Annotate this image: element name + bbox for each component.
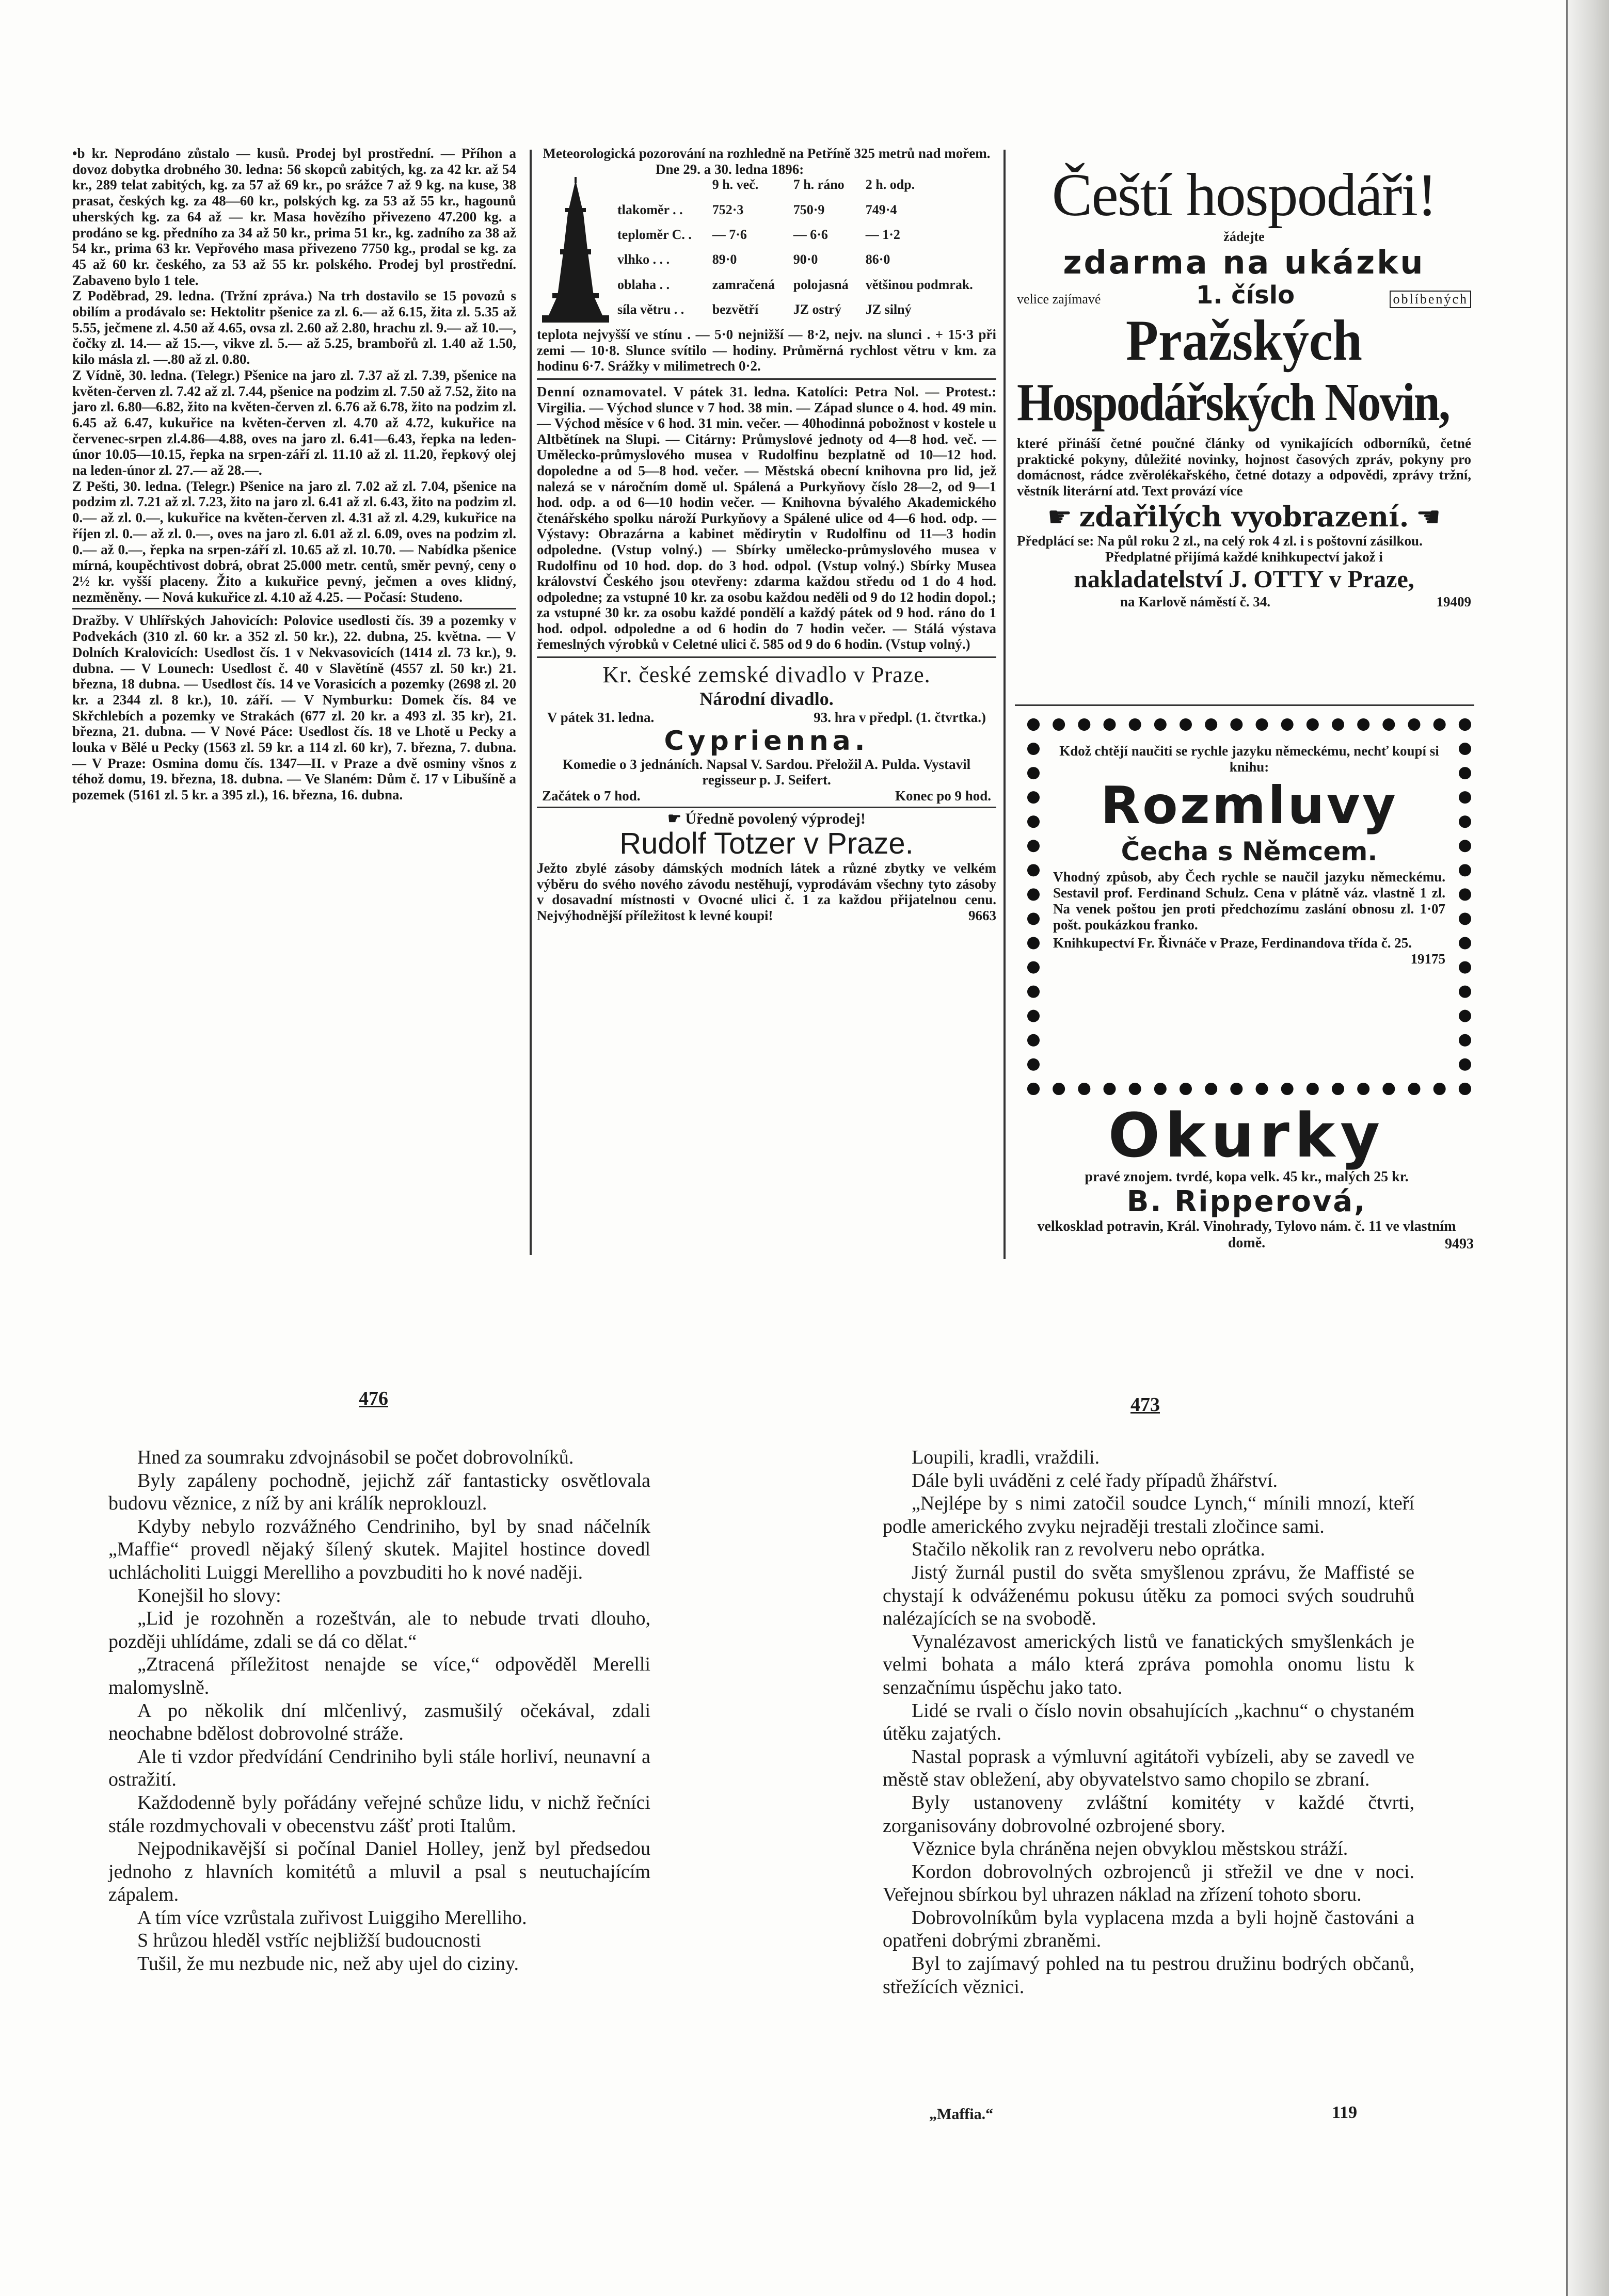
paragraph: Nastal poprask a výmluvní agitátoři vybízeli, aby se zavedl ve městě stav obležení, aby obyvatelstvo samo chopilo se zbraní. [883,1745,1414,1791]
paragraph: Jistý žurnál pustil do světa smyšlenou zprávu, že Maffisté se chystají k odváženému pokusu útěku za pomoci svých soudruhů nalézajících se na svobodě. [883,1561,1414,1630]
meteo-cell: — 6·6 [793,227,828,242]
ad-hospodari-predplaci-heading: Předplácí se: [1017,533,1094,549]
meteo-cell: vlhko . . . [617,252,670,267]
meteo-row [614,302,996,327]
ad-rozmluvy [1027,718,1471,1095]
ad-hospodari-predplaci: Na půl roku 2 zl., na celý rok 4 zl. i s poštovní zásilkou. [1097,533,1423,549]
paragraph: Byl to zajímavý pohled na tu pestrou družinu bodrých občanů, střežících věznici. [883,1953,1414,1998]
ad-rozmluvy-title: Rozmluvy [1101,775,1398,836]
ad-okurky-name: B. Ripperová, [1126,1185,1367,1218]
totzer-name: Rudolf Totzer v Praze. [619,827,914,861]
paragraph: Vynalézavost amerických listů ve fanatických smyšlenkách je velmi bohata a málo která zpráva pomohla onomu listu k senzačnímu úspěchu jako tato. [883,1630,1414,1698]
ad-hospodari-number: 19409 [1436,593,1471,609]
ad-hospodari-zdarilych: zdařilých vyobrazení. [1079,500,1409,533]
ad-hospodari-cislo: 1. číslo [1196,281,1295,310]
meteo-cell: JZ silný [865,301,912,317]
meteo-row [614,202,996,227]
divider [1015,704,1474,706]
ad-okurky-number: 9493 [1445,1236,1474,1252]
totzer-text [537,860,996,923]
ad-rozmluvy-subtitle: Čecha s Němcem. [1121,837,1378,866]
ad-hospodari-noviny: Hospodářských Novin, [1017,373,1449,432]
paragraph: „Ztracená příležitost nenajde se více,“ odpověděl Merelli malomyslně. [108,1653,650,1698]
meteo-cell: oblaha . . [617,277,670,292]
book-page-left [108,1446,650,1976]
pointing-hand-left-icon: ☚ [1415,502,1441,533]
meteo-cell: 86·0 [865,252,890,267]
footer-title: „Maffia.“ [929,2106,994,2123]
paragraph: Věznice byla chráněna nejen obvyklou městskou stráží. [912,1838,1348,1860]
ad-okurky-address: velkosklad potravin, Král. Vinohrady, Tylovo nám. č. 11 ve vlastním domě. [1037,1218,1456,1251]
meteo-col-head: 2 h. odp. [865,177,915,192]
theatre-end: Konec po 9 hod. [895,788,991,804]
paragraph: Každodenně byly pořádány veřejné schůze lidu, v nichž řečníci stále rozdmychovali v obecenstvu zášť proti Italům. [108,1791,650,1837]
ad-rozmluvy-text: Vhodný způsob, aby Čech rychle se naučil jazyku německému. Sestavil prof. Ferdinand Schulz. Cena v plátně váz. vlastně 1 zl. Na venek poštou jen proti předchozímu zaslání obnosu zl. 1·07 pošt. poukázkou franko. [1053,869,1445,933]
meteo-extra: teplota nejvyšší ve stínu . — 5·0 nejnižší — 8·2, nejv. na slunci . + 15·3 při zemi — 10·8. Slunce svítilo — hodiny. Průměrná rychlost větru v km. za hodinu 6·7. Srážky v milimetrech 0·2. [537,327,996,374]
meteo-cell: teploměr C. . [617,227,692,242]
meteo-cell: 750·9 [793,202,825,217]
ad-hospodari-zadejte: žádejte [1223,229,1265,244]
paragraph: Tušil, že mu nezbude nic, než aby ujel do ciziny. [137,1953,519,1975]
theatre-performance: 93. hra v předpl. (1. čtvrtka.) [814,710,986,726]
meteo-cell: tlakoměr . . [617,202,683,217]
paragraph: Hned za soumraku zdvojnásobil se počet dobrovolníků. [137,1447,574,1468]
paragraph: „Lid je rozohněn a rozeštván, ale to nebude trvati dlouho, později uhlídáme, zdali se dá co dělat.“ [108,1608,650,1652]
divider [537,807,996,808]
book-page-right [883,1446,1414,1998]
page-edge [1566,0,1609,2296]
paragraph: Konejšil ho slovy: [137,1584,281,1607]
ad-okurky-title: Okurky [1108,1100,1385,1171]
meteo-row [614,252,996,277]
divider [537,656,996,658]
paragraph: Byly zapáleny pochodně, jejichž zář fantasticky osvětlovala budovu věznice, z níž by ani králík neproklouzl. [108,1469,650,1515]
ad-hospodari-zajimave: velice zajímavé [1017,292,1101,307]
meteo-cell: — 1·2 [865,227,900,242]
paragraph: Loupili, kradli, vraždili. [912,1447,1100,1468]
meteo-row [614,227,996,252]
paragraph: Dobrovolníkům byla vyplacena mzda a byli hojně častováni a opatřeni dobrými zbraněmi. [883,1906,1414,1952]
meteo-cell: 90·0 [793,252,818,267]
meteo-col-head: 7 h. ráno [793,177,845,192]
meteo-cell: většinou podmrak. [865,277,973,292]
totzer-heading: Úředně povolený výprodej! [685,810,866,828]
paragraph: „Nejlépe by s nimi zatočil soudce Lynch,“ mínili mnozí, kteří podle amerického zvyku nejraději trestali zločince sami. [883,1492,1414,1537]
ad-hospodari-prijima: Předplatné přijímá každé knihkupectví jakož i [1105,549,1383,565]
paragraph: Ale ti vzdor předvídání Cendriniho byli stále horliví, neunavní a ostražití. [108,1745,650,1791]
divider [537,378,996,380]
paragraph: Lidé se rvali o číslo novin obsahujících „kachnu“ o chystaném útěku zajatých. [883,1699,1414,1745]
theatre-start: Začátek o 7 hod. [542,788,641,804]
paragraph: A tím více vzrůstala zuřivost Luiggiho Merelliho. [137,1906,527,1929]
oznamovatel-heading: Denní oznamovatel. [537,383,667,399]
column-rule-2 [1003,150,1006,1259]
theatre-description: Komedie o 3 jednáních. Napsal V. Sardou. Přeložil A. Pulda. Vystavil regisseur p. J. Seifert. [562,756,971,788]
paragraph: Dále byli uváděni z celé řady případů žhářství. [912,1469,1278,1491]
meteo-cell: síla větru . . [617,301,684,317]
totzer-body: Ježto zbylé zásoby dámských modních látek a různé zbytky ve velkém výběru do svého nového závodu nestěhují, vyprodávám všechny tyto zásoby v dosavadní místnosti v Ovocné ulici č. 1 za každou přijatelnou cenu. Nejvýhodnější příležitost k levné koupi! [537,860,996,923]
ad-rozmluvy-number: 19175 [1410,951,1445,967]
meteo-title: Meteorologická pozorování na rozhledně na Petříně 325 metrů nad mořem. [543,146,991,161]
pointing-hand-icon: ☛ [667,810,681,828]
ad-hospodari-prazskych: Pražských [1126,309,1362,373]
paragraph: Stačilo několik ran z revolveru nebo oprátka. [912,1538,1265,1561]
meteo-cell: 749·4 [865,202,897,217]
theatre-heading: Kr. české zemské divadlo v Praze. [602,662,931,688]
petrin-tower-icon [537,177,614,327]
meteo-cell: 89·0 [712,252,737,267]
meteo-cell: bezvětří [712,301,759,317]
ad-hospodari-title: Čeští hospodáři! [1052,161,1437,229]
market-paragraph-podebrady: Z Poděbrad, 29. ledna. (Tržní zpráva.) Na trh dostavilo se 15 povozů s obilím a prodávalo se: Hektolitr pšenice za zl. 6.— až 6.15, žita zl. 5.35 až 5.55, ječmene zl. 4.50 až 4.65, ovsa zl. 2.60 až 2.80, hrachu zl. 9.— až 10.—, čočky zl. 14.— až 15.—, vikve zl. 5.— až 5.25, brambořů zl. 1.40 až 1.50, kilo másla zl. —.80 až zl. 0.80. [72,288,516,367]
market-paragraph-pest: Z Pešti, 30. ledna. (Telegr.) Pšenice na jaro zl. 7.02 až zl. 7.04, pšenice na podzim zl. 7.21 až zl. 7.23, žito na jaro zl. 6.41 až zl. 6.43, žito na podzim zl. 0.— až zl. 0.—, kukuřice na květen-červen zl. 4.31 až zl. 4.29, kukuřice na říjen zl. 0.— až zl. 0.—, oves na jaro zl. 6.01 až zl. 6.09, oves na podzim zl. 0.— až 0.—, řepka na srpen-září zl. 10.65 až zl. 10.70. — Nabídka pšenice mírná, koupěchtivost dobrá, obrat 25.000 metr. centů, směr pevný, ceny o 2½ kr. vyšší placeny. Žito a kukuřice pevný, ječmen a oves klidný, nezměněny. — Nová kukuřice zl. 4.10 až 4.25. — Počasí: Studeno. [72,478,516,605]
theatre-subheading: Národní divadlo. [699,688,834,710]
page-number-right: 473 [1130,1394,1160,1416]
theatre-play-title: Cyprienna. [664,725,869,757]
ad-rozmluvy-intro: Kdož chtějí naučiti se rychle jazyku německému, nechť koupí si knihu: [1059,743,1439,775]
ad-hospodari-nakladatelstvi: nakladatelství J. OTTY v Praze, [1074,565,1414,593]
meteo-cell: 752·3 [712,202,744,217]
meteo-date: Dne 29. a 30. ledna 1896: [656,161,804,177]
paragraph: Kordon dobrovolných ozbrojenců ji střežil ve dne v noci. Veřejnou sbírkou byl uhrazen náklad na zřízení tohoto sboru. [883,1860,1414,1906]
divider [72,608,516,609]
oznamovatel-text: V pátek 31. ledna. Katolíci: Petra Nol. — Protest.: Virgilia. — Východ slunce v 7 hod. 38 min. — Západ slunce o 4. hod. 49 min. — Východ měsíce v 6 hod. 31 min. večer. — 40hodinná pobožnost v kostele u Altbětínek na Slupi. — Citárny: Průmyslové jednoty od 4—8 hod. več. — Umělecko-průmyslového musea v Rudolfinu bezplatně od 10—12 hod. dopoledne a od 5—8 hod. večer. — Městská obecní knihovna pro lid, jež nalezá se v náročním domě ul. Spálená a Purkyňovy číslo 28—2, od 9—1 hod. odp. a od 6—10 hodin večer. — Knihovna bývalého Akademického čtenářského spolku nároží Purkyňovy a Spálené ulice od 4—6 hod. odp. — Výstavy: Obrazárna a kabinet mědirytin v Rudolfinu od 11—3 hodin odpoledne. (Vstup volný.) — Sbírky umělecko-průmyslového musea v Rudolfinu od 10 hod. dop. do 3 hod. odpol. (Vstup volný.) Sbírky Musea království Českého jsou otevřeny: zdarma každou středu od 1 do 4 hod. odpoledne; za vstupné 10 kr. za osobu každou neděli od 9 do 12 hodin dopol.; za vstupné 30 kr. za osobu každé pondělí a každý pátek od 9 hod. ráno do 1 hod. odpol. odpoledne a od 6 hodin do 7 hodin večer. — Stálá výstava řemeslných výrobků v Celetné ulici č. 585 od 9 do 6 hodin. (Vstup volný.) [537,383,997,652]
paragraph: Nejpodnikavější si počínal Daniel Holley, jenž byl předsedou jednoho z hlavních komitétů a mluvil a psal s neutuchajícím zápalem. [108,1838,650,1906]
ad-okurky-text: pravé znojem. tvrdé, kopa velk. 45 kr., malých 25 kr. [1085,1169,1409,1185]
paragraph: A po několik dní mlčenlivý, zasmušilý očekával, zdali neochabne bdělost dobrovolné stráže. [108,1699,650,1745]
ad-hospodari-address: na Karlově náměstí č. 34. [1120,593,1270,609]
meteo-cell: zamračená [712,277,775,292]
ad-hospodari-oblibenych: oblíbených [1390,291,1471,308]
paragraph: Kdyby nebylo rozvážného Cendriniho, byl by snad náčelník „Maffie“ provedl nějaký šílený skutek. Majitel hostince dovedl uchlácholiti Luiggi Merelliho a povzbuditi ho k nové naději. [108,1515,650,1583]
meteo-block [537,146,996,923]
theatre-date: V pátek 31. ledna. [547,710,655,726]
paragraph: S hrůzou hleděl vstříc nejbližší budoucnosti [137,1930,481,1952]
paragraph: Byly ustanoveny zvláštní komitéty v každé čtvrti, zorganisovány dobrovolné ozbrojené sbory. [883,1791,1414,1837]
ad-hospodari [1017,161,1471,610]
market-paragraph-vienna: Z Vídně, 30. ledna. (Telegr.) Pšenice na jaro zl. 7.37 až zl. 7.39, pšenice na květen-červen zl. 7.42 až zl. 7.44, pšenice na podzim zl. 7.50 až 7.52, žito na jaro zl. 6.80—6.82, žito na květen-červen zl. 6.76 až 6.78, žito na podzim zl. 6.45 až 6.47, kukuřice na květen-červen zl. 4.70 až 4.72, kukuřice na červenec-srpen zl.4.86—4.88, oves na jaro zl. 6.41—6.43, řepka na leden-únor 10.05—10.15, řepka na srpen-září zl. 11.10 až zl. 11.20, řepkový olej na leden-únor zl. 27.— až 28.—. [72,367,516,478]
ad-rozmluvy-bookshop: Knihkupectví Fr. Řivnáče v Praze, Ferdinandova třída č. 25. [1053,935,1412,951]
meteo-table [614,177,996,327]
meteo-col-head: 9 h. več. [712,177,759,192]
ad-okurky [1019,1102,1474,1253]
market-column [72,146,516,803]
market-paragraph-1: •b kr. Neprodáno zůstalo — kusů. Prodej byl prostřední. — Příhon a dovoz dobytka drobného 30. ledna: 56 skopců zabitých, kg. za 42 kr. až 54 kr., 289 telat zabitých, kg. za 57 až 69 kr., po srážce 7 až 9 kg. na kuse, 38 prasat, českých kg. za 48—60 kr., polských kg. za 53 až 55 kr., hagounů uherských kg. za 64 až — kr. Masa hovězího přivezeno 47.200 kg. a prodáno se kg. předního za 34 až 50 kr., prima 51 kr., kg. zadního za 38 až 54 kr., prima 63 kr. Vepřového masa přivezeno 7750 kg., prodal se kg. za 45 až 60 kr. českého, za 53 až 55 kr. polského. Prodej byl prostřední. Zabaveno bylo 1 tele. [72,146,516,288]
footer-page-number: 119 [1332,2103,1358,2122]
meteo-row [614,277,996,302]
auctions-paragraph: Dražby. V Uhlířských Jahovicích: Polovice usedlosti čís. 39 a pozemky v Podvekách (310 zl. 60 kr. a 352 zl. 50 kr.), 22. dubna, 25. května. — V Dolních Kralovicích: Usedlost čís. 1 v Nekvasovicích (1414 zl. 73 kr.), 9. dubna. — V Lounech: Usedlost č. 40 v Slavětíně (4557 zl. 50 kr.) 21. března, 18 dubna. — Usedlost čís. 14 ve Vorasicích a pozemky (2698 zl. 20 kr. a 2344 zl. 8 kr.), 10. září. — V Nymburku: Domek čís. 84 ve Skřchlebích a pozemky ve Strakách (677 zl. 20 kr. a 493 zl. 35 kr), 21. března, 21. dubna. — V Nové Páce: Usedlost čís. 18 ve Lhotě u Pecky a louka v Bělé u Pecky (1563 zl. 59 kr. a 114 zl. 60 kr), 7. března, 7. dubna. — V Praze: Osmina domu čís. 1347—II. v Praze a dvě osminy všnos z téhož domu, 19. března, 18. dubna. — Ve Slaném: Dům č. 17 v Libušíně a pozemek (5161 zl. 5 kr. a 395 zl.), 16. března, 16. dubna. [72,613,516,803]
ad-hospodari-zdarma: zdarma na ukázku [1063,244,1425,281]
meteo-cell: JZ ostrý [793,301,841,317]
meteo-cell: polojasná [793,277,849,292]
totzer-number: 9663 [968,907,996,923]
page-number-left: 476 [359,1388,388,1409]
pointing-hand-icon: ☛ [1047,502,1073,533]
ad-hospodari-text: které přináší četné poučné články od vynikajících odborníků, četné praktické pokyny, důležité novinky, hojnost časových zpráv, pokyny pro domácnost, rádce zvěrolékařského, četné dotazy a odpovědi, zprávy tržní, věstník literární atd. Text provází více [1017,436,1471,499]
meteo-cell: — 7·6 [712,227,747,242]
column-rule-1 [530,150,532,1255]
